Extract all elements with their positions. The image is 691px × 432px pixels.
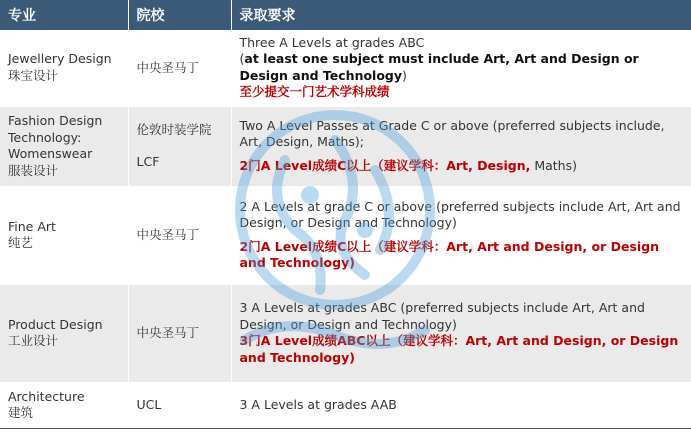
school-cell <box>128 30 231 106</box>
req-note-bold: at least one subject must include Art, Art and Design or Design and Technology <box>239 51 639 83</box>
table-row <box>0 186 691 284</box>
major-cell <box>0 382 128 428</box>
requirements-cell <box>231 30 691 106</box>
req-cn-red: 至少提交一门艺术学科成绩 <box>239 84 390 100</box>
major-en: Jewellery Design <box>8 51 112 67</box>
req-paren-close: ) <box>402 67 407 83</box>
major-en-line3: Womenswear <box>8 146 93 161</box>
major-en-line1: Fashion Design <box>8 113 103 128</box>
major-cell <box>0 284 128 382</box>
major-en-line2: Technology: <box>8 129 82 145</box>
req-text: Two A Level Passes at Grade C or above (preferred subjects include, Art, Design, Maths); <box>239 117 665 150</box>
school-cell <box>128 186 231 284</box>
major-cell <box>0 106 128 186</box>
requirements-cell <box>231 186 691 284</box>
req-text: 3 A Levels at grades AAB <box>239 396 397 412</box>
req-cn-red: 2门A Level成绩C以上（建议学科：Art, Art and Design, or Design and Technology) <box>239 238 660 270</box>
major-cell <box>0 186 128 284</box>
major-cn: 建筑 <box>8 405 34 420</box>
req-text: 3 A Levels at grades ABC (preferred subjects include Art, Art and Design, or Design and Technology) <box>239 300 645 332</box>
req-text: Three A Levels at grades ABC <box>239 34 425 50</box>
major-cn: 服装设计 <box>8 162 59 178</box>
header-school: 院校 <box>128 0 231 30</box>
req-text: 2 A Levels at grade C or above (preferred subjects include Art, Art and Design, or Design and Technology) <box>239 198 681 230</box>
major-en: Product Design <box>8 316 103 332</box>
major-en: Architecture <box>8 388 85 404</box>
school-name: 中央圣马丁 <box>136 59 200 75</box>
school-name: 中央圣马丁 <box>136 226 200 242</box>
major-cn: 纯艺 <box>8 235 34 250</box>
requirements-cell <box>231 284 691 382</box>
school-name: 中央圣马丁 <box>136 324 200 340</box>
req-paren-open: ( <box>239 51 245 67</box>
req-note <box>240 51 690 84</box>
table-header-row <box>0 0 691 30</box>
school-cell <box>128 106 231 186</box>
school-name: 伦敦时装学院 <box>136 121 212 137</box>
school-cell <box>128 382 231 428</box>
major-cn: 珠宝设计 <box>8 67 59 83</box>
req-cn-red: 2门A Level成绩C以上（建议学科：Art, Design, <box>239 157 531 173</box>
school-cell <box>128 284 231 382</box>
req-cn-red: 3门A Level成绩ABC以上（建议学科：Art, Art and Design, or Design and Technology) <box>239 333 679 365</box>
requirements-cell <box>231 382 691 428</box>
header-major: 专业 <box>0 0 128 30</box>
requirements-cell <box>231 106 691 186</box>
header-requirements: 录取要求 <box>231 0 691 30</box>
school-abbr: LCF <box>136 154 160 169</box>
table-row <box>0 30 691 106</box>
table-row <box>0 284 691 382</box>
req-cn <box>240 158 690 175</box>
major-cell <box>0 30 128 106</box>
table-row <box>0 106 691 186</box>
req-cn-tail: Maths) <box>530 157 577 173</box>
school-name: UCL <box>136 396 162 412</box>
table-row <box>0 382 691 428</box>
major-en: Fine Art <box>8 218 56 234</box>
major-cn: 工业设计 <box>8 333 59 348</box>
